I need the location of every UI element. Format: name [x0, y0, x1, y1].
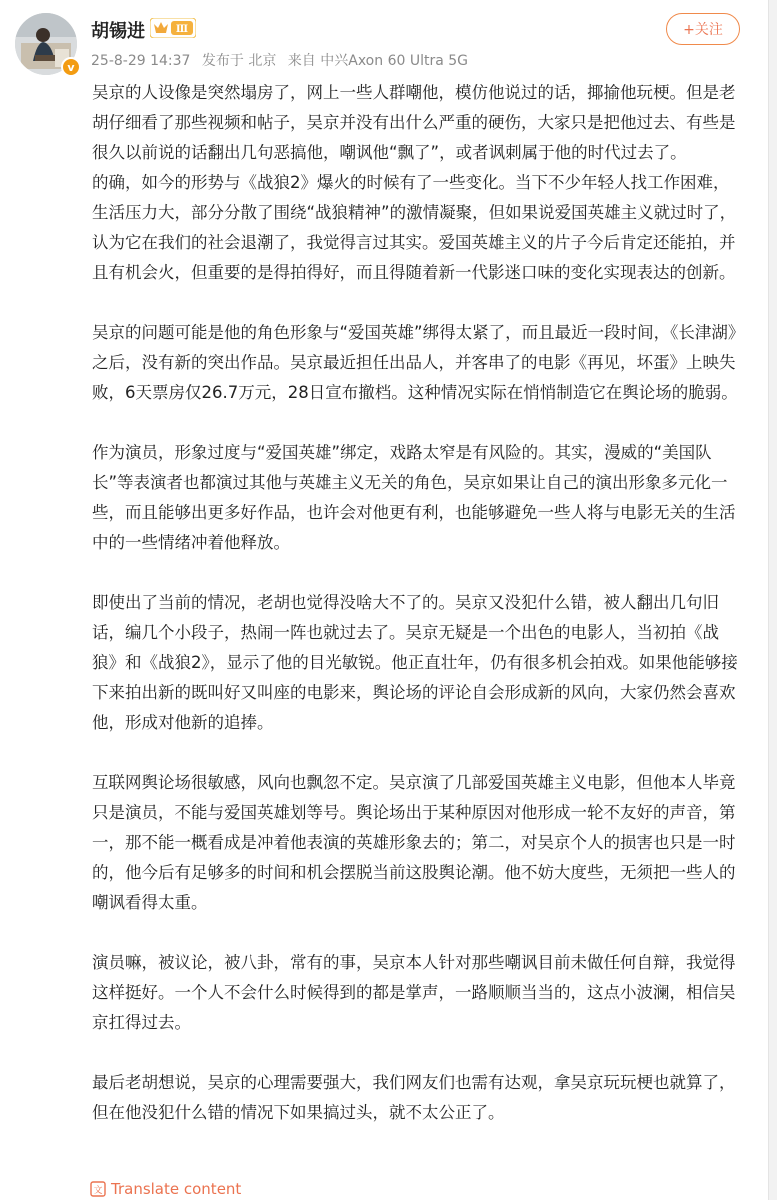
post-paragraph: 互联网舆论场很敏感，风向也飘忽不定。吴京演了几部爱国英雄主义电影，但他本人毕竟只是演员，不能与爱国英雄划等号。舆论场出于某种原因对他形成一轮不友好的声音，第一，那不能一概看成是冲着他表演的英雄形象去的；第二，对吴京个人的损害也只是一时的，他今后有足够多的时间和机会摆脱当前这股舆论潮。他不妨大度些，无须把一些人的嘲讽看得太重。: [92, 773, 736, 912]
paragraph-gap: [92, 558, 742, 588]
svg-text:文: 文: [93, 1186, 103, 1196]
paragraph-gap: [92, 408, 742, 438]
post-time: 25-8-29 14:37: [91, 53, 191, 69]
post-content: [92, 78, 742, 1128]
follow-button[interactable]: [666, 13, 740, 45]
follow-button-label: +关注: [683, 22, 723, 38]
post-paragraph: 演员嘛，被议论，被八卦，常有的事，吴京本人针对那些嘲讽目前未做任何自辩，我觉得这样挺好。一个人不会什么时候得到的都是掌声，一路顺顺当当的，这点小波澜，相信吴京扛得过去。: [92, 953, 736, 1032]
post-location: 发布于 北京: [201, 53, 277, 69]
page-edge-divider: [768, 0, 777, 1200]
verified-badge-icon: [61, 57, 81, 77]
level-badge-text: Ⅲ: [175, 24, 189, 35]
post-paragraph: 即使出了当前的情况，老胡也觉得没啥大不了的。吴京又没犯什么错，被人翻出几句旧话，编几个小段子，热闹一阵也就过去了。吴京无疑是一个出色的电影人，当初拍《战狼》和《战狼2》，显示了他的目光敏锐。他正直壮年，仍有很多机会拍戏。如果他能够接下来拍出新的既叫好又叫座的电影来，舆论场的评论自会形成新的风向，大家仍然会喜欢他，形成对他新的追捧。: [92, 593, 738, 732]
author-name[interactable]: 胡锡进: [91, 21, 145, 42]
post-header: [0, 0, 769, 80]
post-paragraph: 作为演员，形象过度与“爱国英雄”绑定，戏路太窄是有风险的。其实，漫威的“美国队长”等表演者也都演过其他与英雄主义无关的角色，吴京如果让自己的演出形象多元化一些，而且能够出更多好作品，也许会对他更有利，也能够避免一些人将与电影无关的生活中的一些情绪冲着他释放。: [92, 443, 736, 552]
post-meta: [91, 50, 475, 70]
paragraph-gap: [92, 918, 742, 948]
translate-content-label: Translate content: [111, 1180, 242, 1198]
paragraph-gap: [92, 1038, 742, 1068]
level-badge: [150, 18, 196, 38]
post-paragraph: 最后老胡想说，吴京的心理需要强大，我们网友们也需有达观，拿吴京玩玩梗也就算了，但在他没犯什么错的情况下如果搞过头，就不太公正了。: [92, 1073, 736, 1122]
post-paragraph: 吴京的人设像是突然塌房了，网上一些人群嘲他，模仿他说过的话，揶揄他玩梗。但是老胡仔细看了那些视频和帖子，吴京并没有出什么严重的硬伤，大家只是把他过去、有些是很久以前说的话翻出几句恶搞他，嘲讽他“飘了”，或者讽刺属于他的时代过去了。: [92, 83, 736, 162]
post-paragraph: 的确，如今的形势与《战狼2》爆火的时候有了一些变化。当下不少年轻人找工作困难，生活压力大，部分分散了围绕“战狼精神”的激情凝聚，但如果说爱国英雄主义就过时了，认为它在我们的社会退潮了，我觉得言过其实。爱国英雄主义的片子今后肯定还能拍，并且有机会火，但重要的是得拍得好，而且得随着新一代影迷口味的变化实现表达的创新。: [92, 173, 737, 282]
paragraph-gap: [92, 738, 742, 768]
svg-text:v: v: [67, 61, 75, 73]
post-source: 来自 中兴Axon 60 Ultra 5G: [287, 53, 468, 69]
translate-icon: [90, 1181, 106, 1197]
paragraph-gap: [92, 288, 742, 318]
translate-content-link[interactable]: [90, 1180, 241, 1198]
post-paragraph: 吴京的问题可能是他的角色形象与“爱国英雄”绑得太紧了，而且最近一段时间，《长津湖》之后，没有新的突出作品。吴京最近担任出品人，并客串了的电影《再见，坏蛋》上映失败，6天票房仅26.7万元，28日宣布撤档。这种情况实际在悄悄制造它在舆论场的脆弱。: [92, 323, 738, 402]
